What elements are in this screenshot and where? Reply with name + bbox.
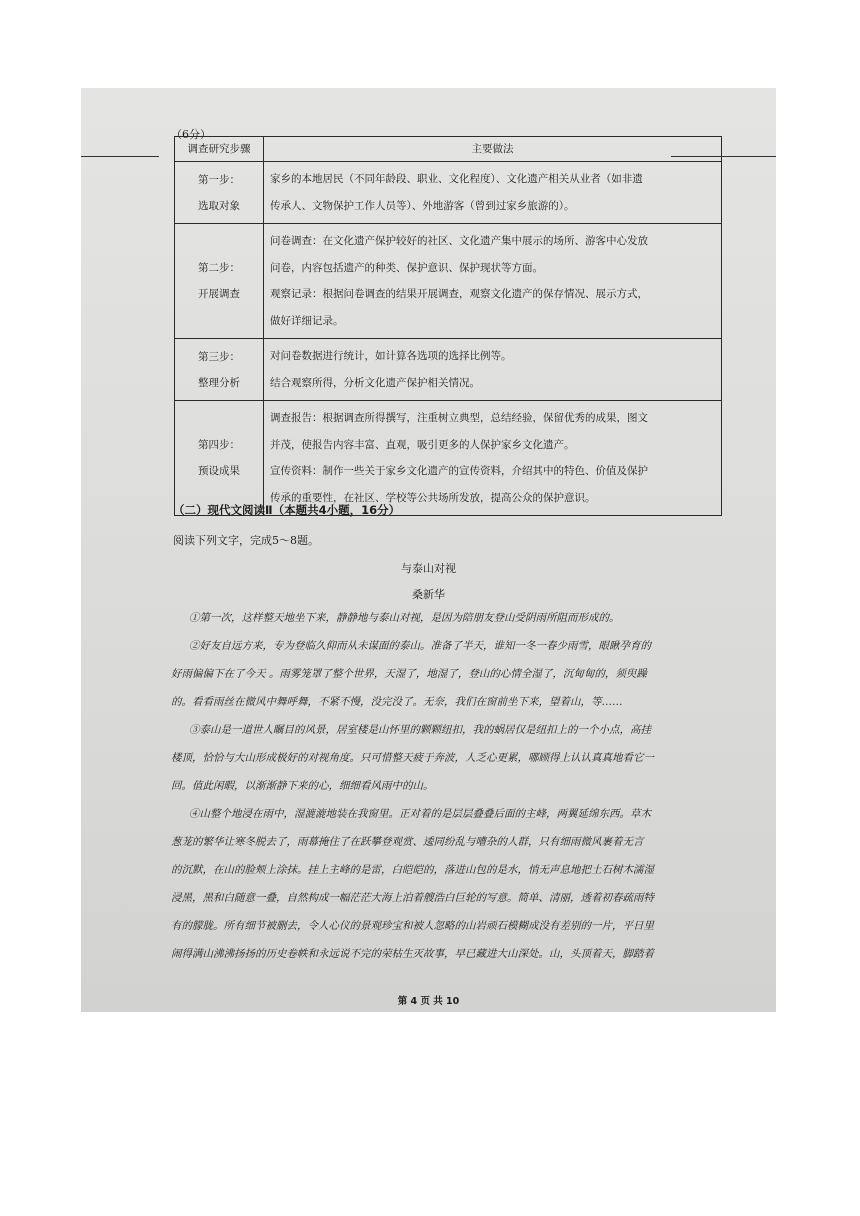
article-line: 好雨偏偏下在了今天 。雨雾笼罩了整个世界，天湿了，地湿了，登山的心情全湿了，沉甸甸的，须臾躁 [171, 668, 647, 680]
survey-steps-table [174, 136, 722, 516]
divider-line [81, 156, 159, 157]
step-cell [175, 224, 264, 339]
method-cell [264, 224, 722, 339]
article-author: 桑新华 [412, 588, 445, 601]
method-line: 问卷，内容包括遗产的种类、保护意识、保护现状等方面。 [270, 261, 543, 274]
method-line: 传承人、文物保护工作人员等）、外地游客（曾到过家乡旅游的）。 [270, 199, 575, 212]
article-line: ④山整个地浸在雨中，湿漉漉地装在我窗里。正对着的是层层叠叠后面的主峰，两翼延绵东西。草木 [189, 808, 651, 820]
table-row [175, 162, 722, 224]
article-line: 有的朦胧。所有细节被删去，令人心仪的景观珍宝和被人忽略的山岩顽石模糊成没有差别的一片，平日里 [171, 920, 654, 932]
method-cell [264, 162, 722, 224]
page-footer: 第 4 页 共 10 [397, 996, 460, 1007]
step-name: 开展调查 [198, 288, 240, 300]
article-line: ②好友自远方来，专为登临久仰而从未谋面的泰山。准备了半天，谁知一冬一春少雨雪，眼瞅孕育的 [189, 640, 651, 652]
article-line: 回。值此闲暇，以渐渐静下来的心，细细看风雨中的山。 [171, 780, 434, 792]
header-method: 主要做法 [264, 137, 722, 162]
step-cell [175, 162, 264, 224]
article-line: 的沉默，在山的脸颊上涂抹。挂上主峰的是雷，白皑皑的，落进山包的是水，悄无声息地把土石树木濡湿 [171, 864, 654, 876]
method-line: 问卷调查：在文化遗产保护较好的社区、文化遗产集中展示的场所、游客中心发放 [270, 235, 648, 247]
step-number: 第二步： [198, 262, 240, 274]
score-label: （6分） [171, 128, 211, 141]
table-row [175, 401, 722, 516]
step-cell [175, 339, 264, 401]
section-title: （二）现代文阅读Ⅱ（本题共4小题，16分） [173, 503, 401, 517]
step-name: 整理分析 [198, 376, 240, 389]
article-line: ③泰山是一道世人瞩目的风景，居室楼是山怀里的颗颗纽扣，我的蜗居仅是纽扣上的一个小点，高挂 [189, 724, 651, 736]
step-number: 第一步： [198, 173, 240, 186]
method-line: 观察记录：根据问卷调查的结果开展调查，观察文化遗产的保存情况、展示方式， [270, 288, 648, 300]
step-name: 选取对象 [198, 199, 240, 212]
step-number: 第三步： [198, 350, 240, 363]
article-line: 闹得满山沸沸扬扬的历史卷帙和永远说不完的荣枯生灭故事，早已藏进大山深处。山，头顶着天，脚踏着 [171, 948, 654, 960]
method-line: 宣传资料：制作一些关于家乡文化遗产的宣传资料，介绍其中的特色、价值及保护 [270, 465, 648, 477]
reading-instruction: 阅读下列文字，完成5～8题。 [173, 534, 319, 547]
article-line: 浸黑，黑和白随意一叠，自然构成一幅茫茫大海上泊着艘浩白巨轮的写意。简单、清丽，透着初春疏雨特 [171, 892, 654, 904]
method-line: 结合观察所得，分析文化遗产保护相关情况。 [270, 376, 480, 389]
article-line: 楼顶，恰恰与大山形成极好的对视角度。只可惜整天疲于奔波，人乏心更累，哪顾得上认认真真地看它一 [171, 752, 654, 764]
method-cell [264, 401, 722, 516]
method-line: 对问卷数据进行统计，如计算各选项的选择比例等。 [270, 350, 512, 362]
step-number: 第四步： [198, 439, 240, 451]
article-line: 葱茏的繁华让寒冬脱去了，雨幕掩住了在跃攀登观赏、逶同纷乱与嘈杂的人群，只有细雨微风裹着无言 [171, 836, 644, 848]
step-cell [175, 401, 264, 516]
article-line: 的。看看雨丝在微风中舞呼舞，不紧不慢，没完没了。无奈，我们在窗前坐下来，望着山，等…… [171, 696, 623, 708]
method-line: 并茂，使报告内容丰富、直观，吸引更多的人保护家乡文化遗产。 [270, 438, 575, 451]
table-row [175, 224, 722, 339]
method-line: 做好详细记录。 [270, 314, 344, 327]
article-line: ①第一次，这样整天地坐下来，静静地与泰山对视，是因为陪朋友登山受阴雨所阻而形成的。 [189, 612, 620, 624]
method-line: 传承的重要性，在社区、学校等公共场所发放，提高公众的保护意识。 [270, 491, 596, 504]
article-title: 与泰山对视 [401, 562, 456, 575]
method-cell [264, 339, 722, 401]
method-line: 家乡的本地居民（不同年龄段、职业、文化程度）、文化遗产相关从业者（如非遗 [270, 173, 643, 185]
scanned-exam-page [81, 88, 776, 1012]
method-line: 调查报告：根据调查所得撰写，注重树立典型，总结经验，保留优秀的成果，图文 [270, 412, 648, 424]
step-name: 预设成果 [198, 465, 240, 477]
table-header-row [175, 137, 722, 162]
header-step: 调查研究步骤 [175, 137, 264, 162]
table-row [175, 339, 722, 401]
